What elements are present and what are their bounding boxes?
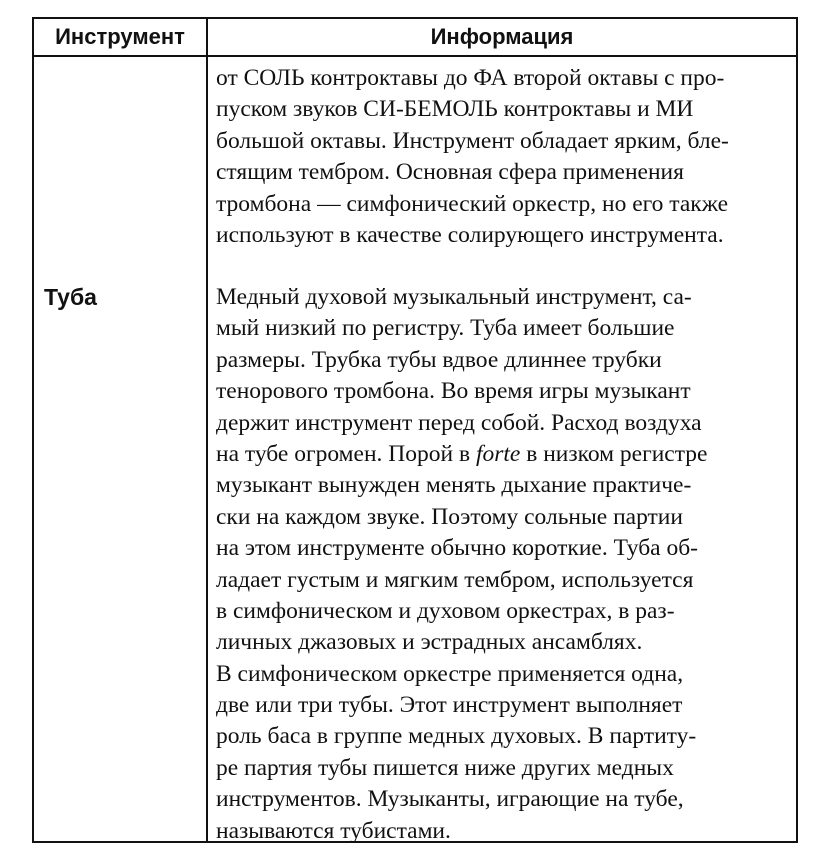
text-line: ре партия тубы пишется ниже других медных xyxy=(216,754,674,781)
text-line: тромбона — симфонический оркестр, но его также xyxy=(216,190,729,217)
text-line: размеры. Трубка тубы вдвое длиннее трубки xyxy=(216,346,662,373)
text-line: от СОЛЬ контроктавы до ФА второй октавы с про- xyxy=(216,65,725,91)
header-instrument: Инструмент xyxy=(34,19,208,55)
text-line: ладает густым и мягким тембром, используется xyxy=(216,566,694,593)
forte-before: на тубе огромен. Порой в xyxy=(216,440,476,467)
text-line: держит инструмент перед собой. Расход воздуха xyxy=(216,409,702,436)
text-line: тенорового тромбона. Во время игры музыкант xyxy=(216,378,691,405)
text-line: две или три тубы. Этот инструмент выполняет xyxy=(216,692,683,719)
text-line: в симфоническом и духовом оркестрах, в раз- xyxy=(216,597,675,624)
text-line: называются тубистами. xyxy=(216,817,451,844)
forte-italic: forte xyxy=(475,440,521,467)
table-header-row xyxy=(34,19,796,57)
text-line: музыкант вынужден менять дыхание практиче- xyxy=(216,472,692,499)
trombone-continued-text xyxy=(216,63,729,251)
text-line: используют в качестве солирующего инструмента. xyxy=(216,221,724,248)
text-line: большой октавы. Инструмент обладает ярким, бле- xyxy=(216,127,729,154)
text-line: ски на каждом звуке. Поэтому сольные партии xyxy=(216,503,683,530)
tuba-info-text xyxy=(216,282,707,847)
text-line: В симфоническом оркестре применяется одна, xyxy=(216,660,684,687)
column-divider xyxy=(206,55,208,841)
text-line: мый низкий по регистру. Туба имеет большие xyxy=(216,315,675,342)
text-line-forte xyxy=(216,439,707,470)
text-line: стящим тембром. Основная сфера применения xyxy=(216,159,684,186)
text-line: пуском звуков СИ-БЕМОЛЬ контроктавы и МИ xyxy=(216,96,694,123)
text-line: инструментов. Музыканты, играющие на тубе, xyxy=(216,786,684,813)
header-info: Информация xyxy=(430,24,574,49)
instrument-table xyxy=(32,17,798,843)
text-line: роль баса в группе медных духовых. В партиту- xyxy=(216,723,697,750)
text-line: на этом инструменте обычно короткие. Туба об- xyxy=(216,535,698,562)
instrument-name-tuba: Туба xyxy=(44,284,97,310)
text-line: Медный духовой музыкальный инструмент, са- xyxy=(216,284,692,310)
text-line: личных джазовых и эстрадных ансамблях. xyxy=(216,629,643,656)
forte-after: в низком регистре xyxy=(520,440,708,467)
